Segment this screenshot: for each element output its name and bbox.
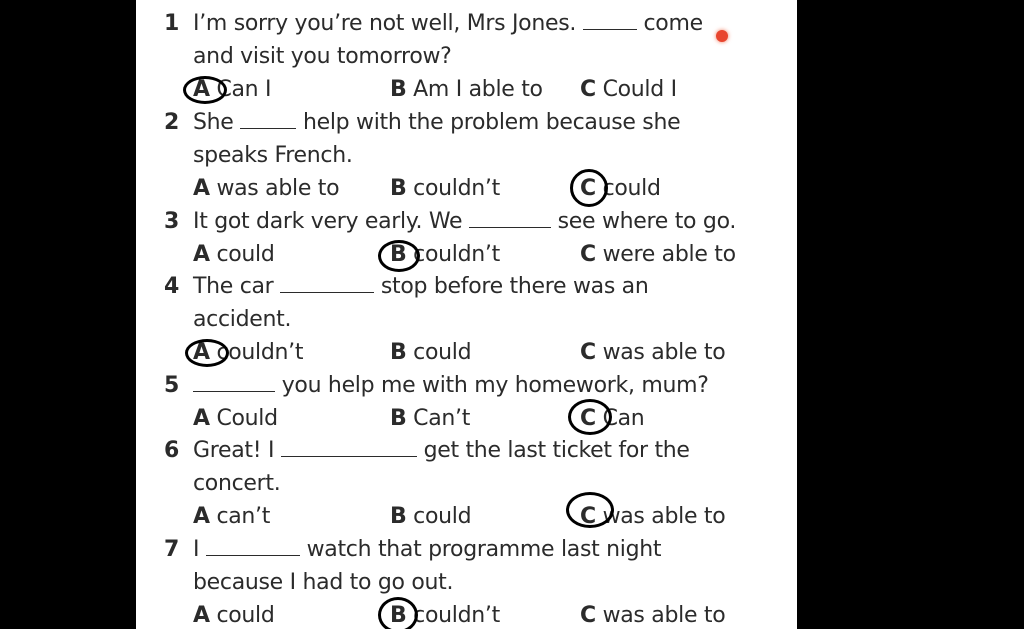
answer-blank bbox=[193, 371, 275, 392]
question-text-line2: concert. bbox=[193, 471, 281, 496]
question-text: stop before there was an bbox=[380, 274, 649, 299]
option-c[interactable]: C were able to bbox=[580, 242, 736, 267]
answer-circle bbox=[566, 492, 614, 528]
option-b[interactable]: B Can’t bbox=[390, 406, 471, 431]
question-text: get the last ticket for the bbox=[423, 438, 690, 463]
question-text-line2: accident. bbox=[193, 307, 292, 332]
answer-blank bbox=[469, 207, 551, 228]
question-text: watch that programme last night bbox=[306, 537, 662, 562]
question-number: 2 bbox=[164, 110, 180, 135]
option-c[interactable]: C was able to bbox=[580, 340, 726, 365]
question-text: you help me with my homework, mum? bbox=[281, 373, 709, 398]
answer-blank bbox=[281, 436, 417, 457]
question-text: I bbox=[193, 537, 200, 562]
question-text: Great! I bbox=[193, 438, 275, 463]
option-a[interactable]: A Could bbox=[193, 406, 278, 431]
answer-circle bbox=[185, 339, 229, 367]
answer-circle bbox=[378, 240, 420, 272]
question-text: see where to go. bbox=[557, 209, 737, 234]
question-number: 1 bbox=[164, 11, 180, 36]
option-b[interactable]: B could bbox=[390, 504, 472, 529]
option-b[interactable]: B couldn’t bbox=[390, 242, 500, 267]
question-text: The car bbox=[193, 274, 274, 299]
question-text-line2: and visit you tomorrow? bbox=[193, 44, 452, 69]
answer-circle bbox=[183, 76, 227, 104]
question-text: I’m sorry you’re not well, Mrs Jones. bbox=[193, 11, 577, 36]
question-text: It got dark very early. We bbox=[193, 209, 463, 234]
option-a[interactable]: A could bbox=[193, 242, 275, 267]
option-c[interactable]: C was able to bbox=[580, 603, 726, 628]
option-c[interactable]: C was able to bbox=[580, 504, 726, 529]
option-a[interactable]: A couldn’t bbox=[193, 340, 304, 365]
option-c[interactable]: C Can bbox=[580, 406, 645, 431]
question-text: She bbox=[193, 110, 234, 135]
question-number: 4 bbox=[164, 274, 180, 299]
question-number: 7 bbox=[164, 537, 180, 562]
answer-blank bbox=[583, 9, 637, 30]
question-number: 5 bbox=[164, 373, 180, 398]
option-a[interactable]: A was able to bbox=[193, 176, 340, 201]
option-a[interactable]: A could bbox=[193, 603, 275, 628]
worksheet-page bbox=[136, 0, 797, 629]
option-b[interactable]: B couldn’t bbox=[390, 603, 500, 628]
question-text: help with the problem because she bbox=[302, 110, 681, 135]
option-a[interactable]: A Can I bbox=[193, 77, 272, 102]
answer-blank bbox=[280, 272, 374, 293]
answer-circle bbox=[568, 399, 612, 435]
option-c[interactable]: C Could I bbox=[580, 77, 677, 102]
question-text: come bbox=[643, 11, 703, 36]
answer-circle bbox=[378, 597, 418, 629]
option-c[interactable]: C could bbox=[580, 176, 661, 201]
red-marker-dot bbox=[716, 30, 728, 42]
option-b[interactable]: B Am I able to bbox=[390, 77, 543, 102]
question-number: 6 bbox=[164, 438, 180, 463]
answer-circle bbox=[570, 169, 608, 207]
answer-blank bbox=[206, 535, 300, 556]
question-text-line2: speaks French. bbox=[193, 143, 353, 168]
option-b[interactable]: B couldn’t bbox=[390, 176, 500, 201]
question-number: 3 bbox=[164, 209, 180, 234]
question-text-line2: because I had to go out. bbox=[193, 570, 454, 595]
option-b[interactable]: B could bbox=[390, 340, 472, 365]
option-a[interactable]: A can’t bbox=[193, 504, 271, 529]
answer-blank bbox=[240, 108, 296, 129]
